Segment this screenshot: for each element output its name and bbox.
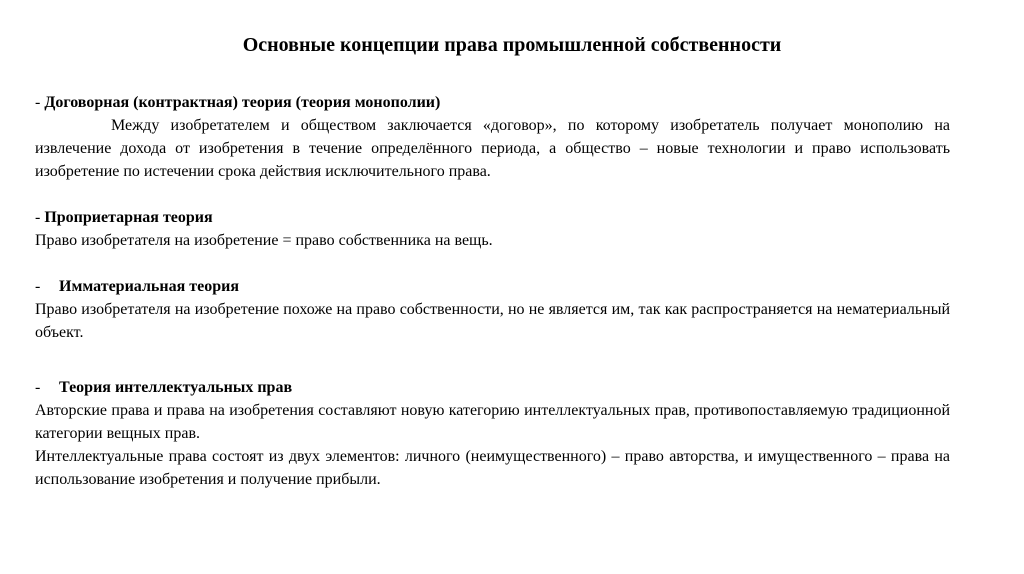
list-dash: - [35,379,41,396]
section-paragraph: Между изобретателем и обществом заключается «договор», по которому изобретатель получает монополию на извлечение дохода от изобретения в течение определённого периода, а общество – новые технологии и право использовать изобретение по истечении срока действия исключительного права. [35,117,950,180]
section-paragraph: Право изобретателя на изобретение = право собственника на вещь. [35,232,493,249]
section-contract-theory [35,91,950,183]
section-paragraph: Интеллектуальные права состоят из двух элементов: личного (неимущественного) – право авторства, и имущественного – права на использование изобретения и получение прибыли. [35,448,950,488]
heading-text: Проприетарная теория [44,209,213,226]
heading-text: Имматериальная теория [59,278,239,295]
section-heading [35,275,950,298]
list-dash: - [35,94,41,111]
heading-text: Договорная (контрактная) теория (теория монополии) [44,94,441,111]
section-heading [35,376,950,399]
section-intellectual-rights-theory [35,376,950,491]
slide-title: Основные концепции права промышленной собственности [242,34,782,56]
list-dash: - [35,209,41,226]
section-proprietary-theory [35,206,950,252]
section-paragraph: Право изобретателя на изобретение похоже на право собственности, но не является им, так как распространяется на нематериальный объект. [35,301,950,341]
list-dash: - [35,278,41,295]
section-paragraph: Авторские права и права на изобретения составляют новую категорию интеллектуальных прав, противопоставляемую традиционной категории вещных прав. [35,402,950,442]
section-immaterial-theory [35,275,950,344]
slide-content [35,91,950,491]
section-heading [35,91,950,114]
heading-text: Теория интеллектуальных прав [59,379,293,396]
section-heading [35,206,950,229]
